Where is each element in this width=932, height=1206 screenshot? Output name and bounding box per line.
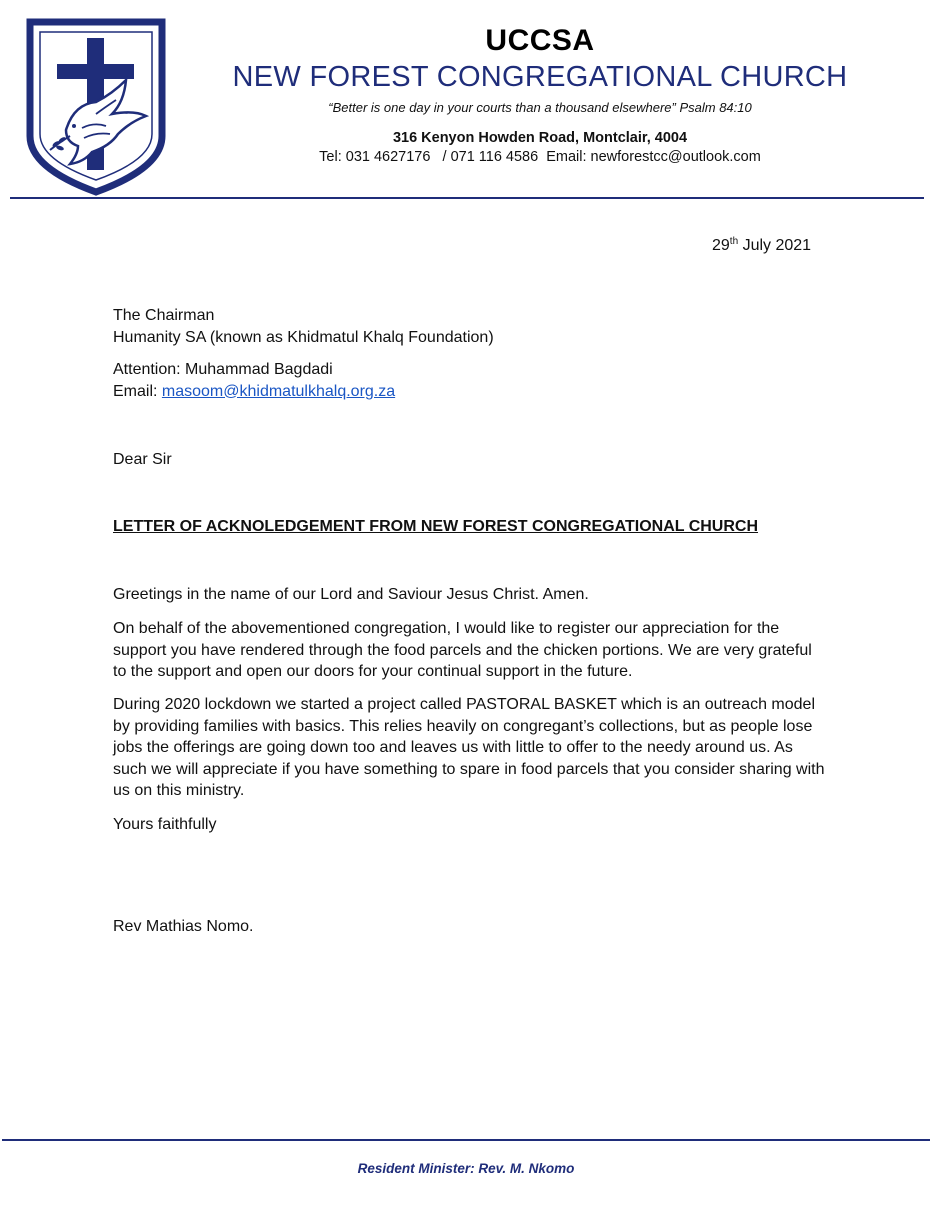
org-short-name: UCCSA xyxy=(485,24,595,57)
date-day: 29 xyxy=(712,237,730,254)
signatory: Rev Mathias Nomo. xyxy=(113,918,254,935)
recipient-organisation: Humanity SA (known as Khidmatul Khalq Foundation) xyxy=(113,328,494,346)
date-suffix: th xyxy=(729,236,739,247)
motto: “Better is one day in your courts than a thousand elsewhere” Psalm 84:10 xyxy=(328,100,752,115)
letter-date xyxy=(712,237,811,255)
recipient-email-link[interactable]: masoom@khidmatulkhalq.org.za xyxy=(161,382,396,400)
footer-resident-minister: Resident Minister: Rev. M. Nkomo xyxy=(357,1161,575,1176)
recipient-block xyxy=(113,305,825,348)
shield-cross-dove-icon xyxy=(26,18,166,196)
header-divider xyxy=(10,197,924,199)
email-line xyxy=(113,381,825,403)
body-paragraph-2: During 2020 lockdown we started a project called PASTORAL BASKET which is an outreach model by providing families with basics. This relies heavily on congregant’s collections, but as people lose jobs the offerings are going down too and leaves us with little to offer to the needy around us. As such we will appreciate if you have something to spare in food parcels that you consider sharing with us on this ministry. xyxy=(113,696,825,799)
attention-block xyxy=(113,359,825,402)
church-address: 316 Kenyon Howden Road, Montclair, 4004 xyxy=(392,130,688,146)
church-contact: Tel: 031 4627176 / 071 116 4586 Email: newforestcc@outlook.com xyxy=(319,149,761,165)
greeting: Greetings in the name of our Lord and Saviour Jesus Christ. Amen. xyxy=(113,586,589,603)
letter-subject: LETTER OF ACKNOLEDGEMENT FROM NEW FOREST CONGREGATIONAL CHURCH xyxy=(113,518,759,535)
church-name: NEW FOREST CONGREGATIONAL CHURCH xyxy=(232,61,848,93)
body-paragraph-1: On behalf of the abovementioned congregation, I would like to register our appreciation for the support you have rendered through the food parcels and the chicken portions. We are very grateful to the support and open our doors for your continual support in the future. xyxy=(113,620,812,680)
attention-line: Attention: Muhammad Bagdadi xyxy=(113,361,333,378)
email-label: Email: xyxy=(113,382,162,400)
date-rest: July 2021 xyxy=(738,237,812,254)
recipient-title: The Chairman xyxy=(113,307,215,324)
footer-divider xyxy=(2,1139,930,1141)
closing: Yours faithfully xyxy=(113,816,217,833)
salutation: Dear Sir xyxy=(113,451,172,468)
